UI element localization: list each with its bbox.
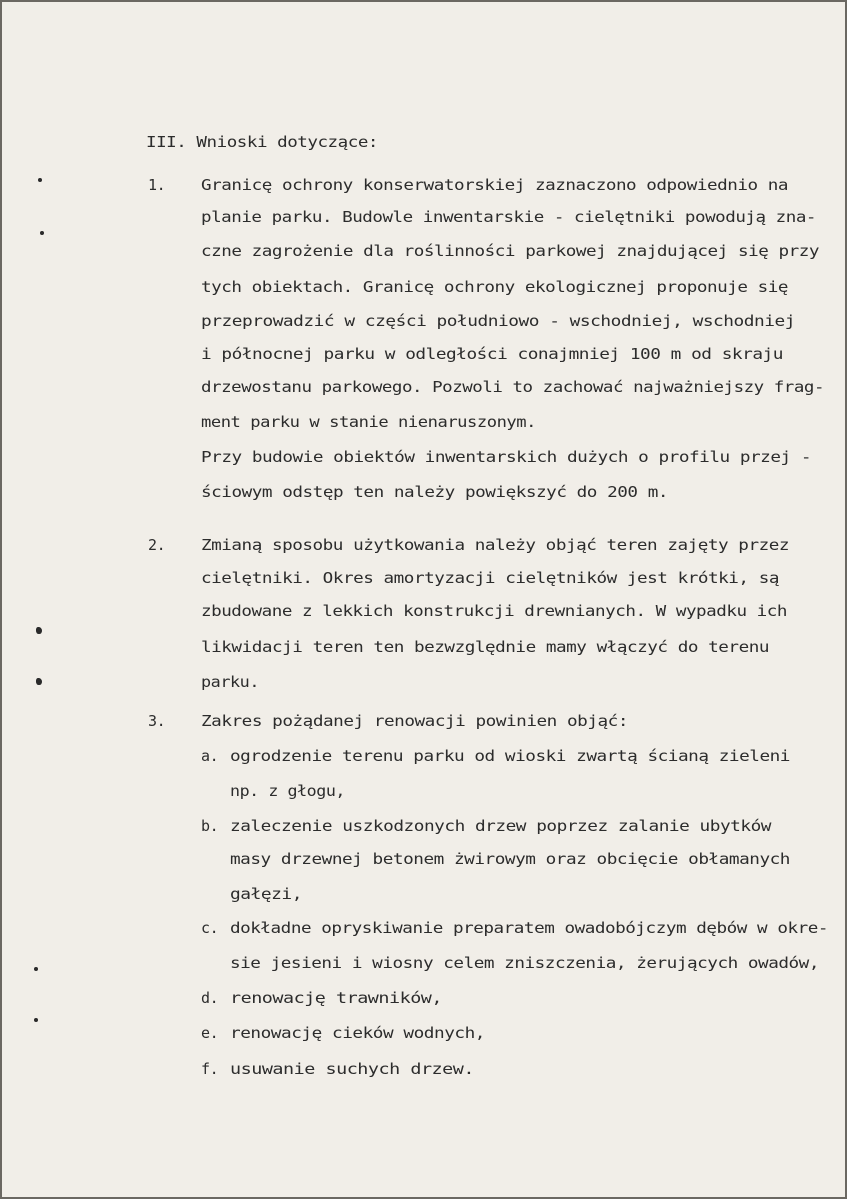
paragraph-line: planie parku. Budowle inwentarskie - cielętniki powodują zna- xyxy=(201,208,816,226)
margin-mark xyxy=(36,678,42,685)
list-item-line: dokładne opryskiwanie preparatem owadobójczym dębów w okre- xyxy=(230,919,828,937)
section-number: 2. xyxy=(148,536,166,554)
list-item-line: renowację trawników, xyxy=(230,989,442,1007)
list-item-line: gałęzi, xyxy=(230,885,302,903)
list-item-line: usuwanie suchych drzew. xyxy=(230,1060,474,1078)
paragraph-line: Zmianą sposobu użytkowania należy objąć teren zajęty przez xyxy=(201,536,789,554)
list-item-letter: f. xyxy=(201,1060,219,1078)
paragraph-line: Zakres pożądanej renowacji powinien objąć: xyxy=(201,712,628,730)
paragraph-line: tych obiektach. Granicę ochrony ekologicznej proponuje się xyxy=(201,278,788,296)
list-item-letter: b. xyxy=(201,817,219,835)
list-item-letter: d. xyxy=(201,989,219,1007)
margin-mark xyxy=(34,967,38,971)
margin-mark xyxy=(38,178,42,182)
list-item-line: sie jesieni i wiosny celem zniszczenia, żerujących owadów, xyxy=(230,954,819,972)
list-item-line: masy drzewnej betonem żwirowym oraz obcięcie obłamanych xyxy=(230,850,790,868)
section-number: 3. xyxy=(148,712,166,730)
paragraph-line: likwidacji teren ten bezwzględnie mamy włączyć do terenu xyxy=(201,638,769,656)
paragraph-line: zbudowane z lekkich konstrukcji drewnianych. W wypadku ich xyxy=(201,602,787,620)
list-item-line: renowację cieków wodnych, xyxy=(230,1024,485,1042)
margin-mark xyxy=(36,627,42,634)
list-item-letter: c. xyxy=(201,919,219,937)
list-item-line: ogrodzenie terenu parku od wioski zwartą ścianą zieleni xyxy=(230,747,790,765)
paragraph-line: Granicę ochrony konserwatorskiej zaznaczono odpowiednio na xyxy=(201,176,788,194)
paragraph-line: parku. xyxy=(201,673,259,691)
margin-mark xyxy=(40,231,44,235)
section-number: 1. xyxy=(148,176,166,194)
paragraph-line: cielętniki. Okres amortyzacji cielętników jest krótki, są xyxy=(201,569,779,587)
paragraph-line: przeprowadzić w części południowo - wschodniej, wschodniej xyxy=(201,312,795,330)
paragraph-line: ment parku w stanie nienaruszonym. xyxy=(201,413,536,431)
paragraph-line: ściowym odstęp ten należy powiększyć do 200 m. xyxy=(201,483,668,501)
list-item-letter: a. xyxy=(201,747,219,765)
paragraph-line: i północnej parku w odległości conajmniej 100 m od skraju xyxy=(201,345,783,363)
paragraph-line: Przy budowie obiektów inwentarskich dużych o profilu przej - xyxy=(201,448,811,466)
paragraph-line: czne zagrożenie dla roślinności parkowej znajdującej się przy xyxy=(201,242,819,260)
section-heading: III. Wnioski dotyczące: xyxy=(146,133,378,151)
list-item-line: np. z głogu, xyxy=(230,782,345,800)
list-item-letter: e. xyxy=(201,1024,219,1042)
margin-mark xyxy=(34,1018,38,1022)
paragraph-line: drzewostanu parkowego. Pozwoli to zachować najważniejszy frag- xyxy=(201,378,824,396)
list-item-line: zaleczenie uszkodzonych drzew poprzez zalanie ubytków xyxy=(230,817,771,835)
